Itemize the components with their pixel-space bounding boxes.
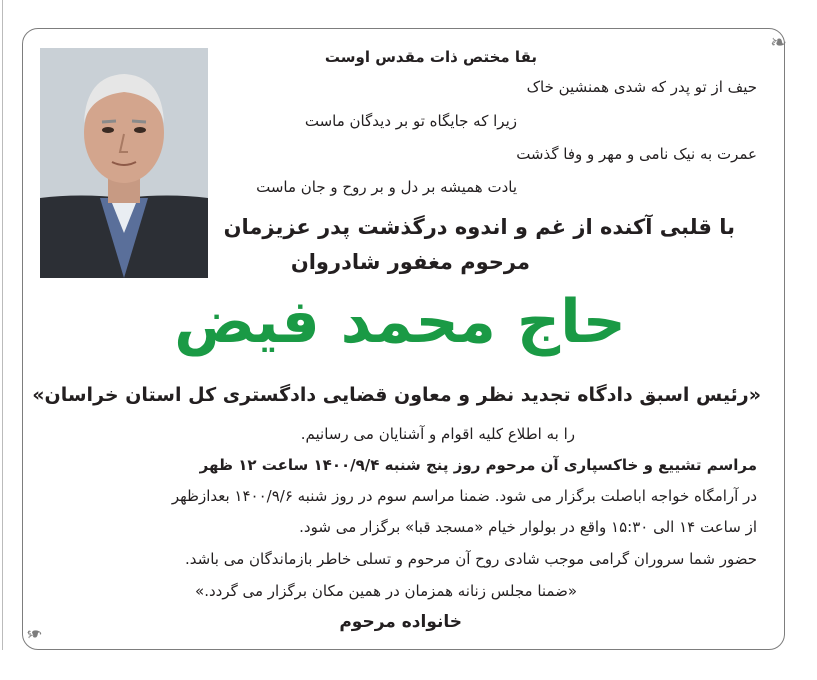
body-line: از ساعت ۱۴ الی ۱۵:۳۰ واقع در بولوار خیام «مسجد قبا» برگزار می شود. bbox=[299, 518, 757, 536]
body-line: را به اطلاع کلیه اقوام و آشنایان می رسانیم. bbox=[300, 425, 575, 443]
poem-line: زیرا که جایگاه تو بر دیدگان ماست bbox=[304, 112, 517, 130]
portrait-photo bbox=[40, 48, 208, 278]
page-margin-line bbox=[2, 0, 3, 650]
poem-line: یادت همیشه بر دل و بر روح و جان ماست bbox=[256, 178, 517, 196]
swirl-ornament-icon: ❧ bbox=[770, 30, 787, 54]
body-line: «ضمنا مجلس زنانه همزمان در همین مکان برگزار می گردد.» bbox=[195, 582, 577, 600]
invocation-text: بقا مختص ذات مقدس اوست bbox=[324, 48, 537, 66]
announcement-line: با قلبی آکنده از غم و اندوه درگذشت پدر عزیزمان bbox=[223, 215, 735, 239]
signature: خانواده مرحوم bbox=[339, 612, 462, 632]
body-line: حضور شما سروران گرامی موجب شادی روح آن مرحوم و تسلی خاطر بازماندگان می باشد. bbox=[185, 550, 757, 568]
body-line: در آرامگاه خواجه اباصلت برگزار می شود. ضمنا مراسم سوم در روز شنبه ۱۴۰۰/۹/۶ بعدازظهر bbox=[171, 487, 757, 505]
deceased-name: حاج محمد فیض bbox=[174, 287, 626, 357]
poem-line: عمرت به نیک نامی و مهر و وفا گذشت bbox=[516, 145, 757, 163]
deceased-title: «رئیس اسبق دادگاه تجدید نظر و معاون قضایی دادگستری کل استان خراسان» bbox=[32, 384, 761, 406]
swirl-ornament-icon: ❧ bbox=[26, 622, 43, 646]
poem-line: حیف از تو پدر که شدی همنشین خاک bbox=[526, 78, 757, 96]
body-line: مراسم تشییع و خاکسپاری آن مرحوم روز پنج شنبه ۱۴۰۰/۹/۴ ساعت ۱۲ ظهر bbox=[199, 456, 757, 474]
announcement-subline: مرحوم مغفور شادروان bbox=[290, 250, 530, 274]
